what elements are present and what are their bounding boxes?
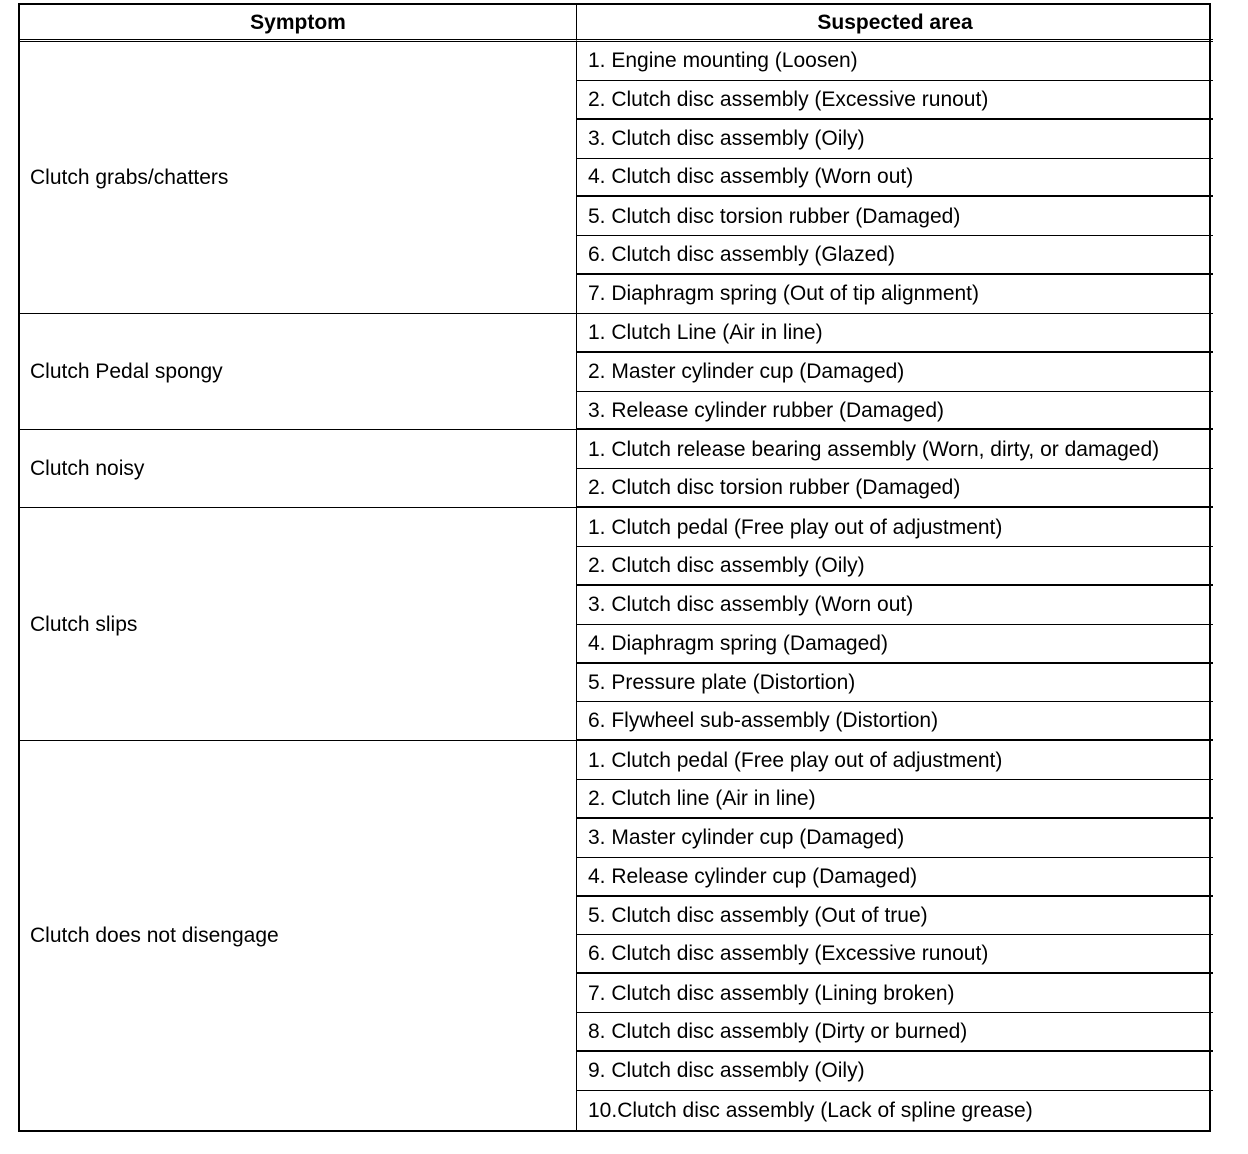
suspected-area-cell: 3. Master cylinder cup (Damaged) bbox=[577, 819, 1213, 858]
suspected-area-cell: 1. Clutch Line (Air in line) bbox=[577, 314, 1213, 353]
suspected-area-cell: 1. Clutch release bearing assembly (Worn, dirty, or damaged) bbox=[577, 430, 1213, 469]
symptom-cell: Clutch slips bbox=[20, 508, 577, 741]
suspected-area-cell: 1. Engine mounting (Loosen) bbox=[577, 42, 1213, 81]
suspected-area-cell: 2. Master cylinder cup (Damaged) bbox=[577, 353, 1213, 392]
suspected-area-cell: 6. Flywheel sub-assembly (Distortion) bbox=[577, 702, 1213, 741]
suspected-area-cell: 3. Clutch disc assembly (Oily) bbox=[577, 120, 1213, 159]
suspected-area-cell: 4. Clutch disc assembly (Worn out) bbox=[577, 159, 1213, 198]
suspected-area-cell: 5. Pressure plate (Distortion) bbox=[577, 664, 1213, 703]
suspected-area-cell: 2. Clutch disc torsion rubber (Damaged) bbox=[577, 469, 1213, 508]
suspected-area-cell: 1. Clutch pedal (Free play out of adjustment) bbox=[577, 508, 1213, 547]
suspected-area-cell: 7. Clutch disc assembly (Lining broken) bbox=[577, 974, 1213, 1013]
suspected-area-cell: 3. Clutch disc assembly (Worn out) bbox=[577, 586, 1213, 625]
suspected-area-cell: 5. Clutch disc assembly (Out of true) bbox=[577, 897, 1213, 936]
suspected-area-cell: 7. Diaphragm spring (Out of tip alignment) bbox=[577, 275, 1213, 314]
symptom-cell: Clutch does not disengage bbox=[20, 741, 577, 1129]
suspected-area-cell: 1. Clutch pedal (Free play out of adjustment) bbox=[577, 741, 1213, 780]
suspected-area-cell: 4. Release cylinder cup (Damaged) bbox=[577, 858, 1213, 897]
suspected-area-cell: 3. Release cylinder rubber (Damaged) bbox=[577, 392, 1213, 431]
suspected-area-cell: 6. Clutch disc assembly (Glazed) bbox=[577, 236, 1213, 275]
symptom-cell: Clutch grabs/chatters bbox=[20, 42, 577, 314]
suspected-area-cell: 2. Clutch disc assembly (Excessive runout) bbox=[577, 81, 1213, 120]
troubleshooting-table bbox=[18, 3, 1211, 1132]
symptom-cell: Clutch Pedal spongy bbox=[20, 314, 577, 431]
header-symptom: Symptom bbox=[20, 5, 577, 42]
header-suspected-area: Suspected area bbox=[577, 5, 1213, 42]
suspected-area-cell: 8. Clutch disc assembly (Dirty or burned) bbox=[577, 1013, 1213, 1052]
suspected-area-cell: 9. Clutch disc assembly (Oily) bbox=[577, 1052, 1213, 1091]
suspected-area-cell: 4. Diaphragm spring (Damaged) bbox=[577, 625, 1213, 664]
suspected-area-cell: 5. Clutch disc torsion rubber (Damaged) bbox=[577, 197, 1213, 236]
suspected-area-cell: 2. Clutch line (Air in line) bbox=[577, 780, 1213, 819]
suspected-area-cell: 6. Clutch disc assembly (Excessive runout) bbox=[577, 935, 1213, 974]
suspected-area-cell: 2. Clutch disc assembly (Oily) bbox=[577, 547, 1213, 586]
suspected-area-cell: 10.Clutch disc assembly (Lack of spline grease) bbox=[588, 1098, 1033, 1122]
symptom-cell: Clutch noisy bbox=[20, 430, 577, 508]
